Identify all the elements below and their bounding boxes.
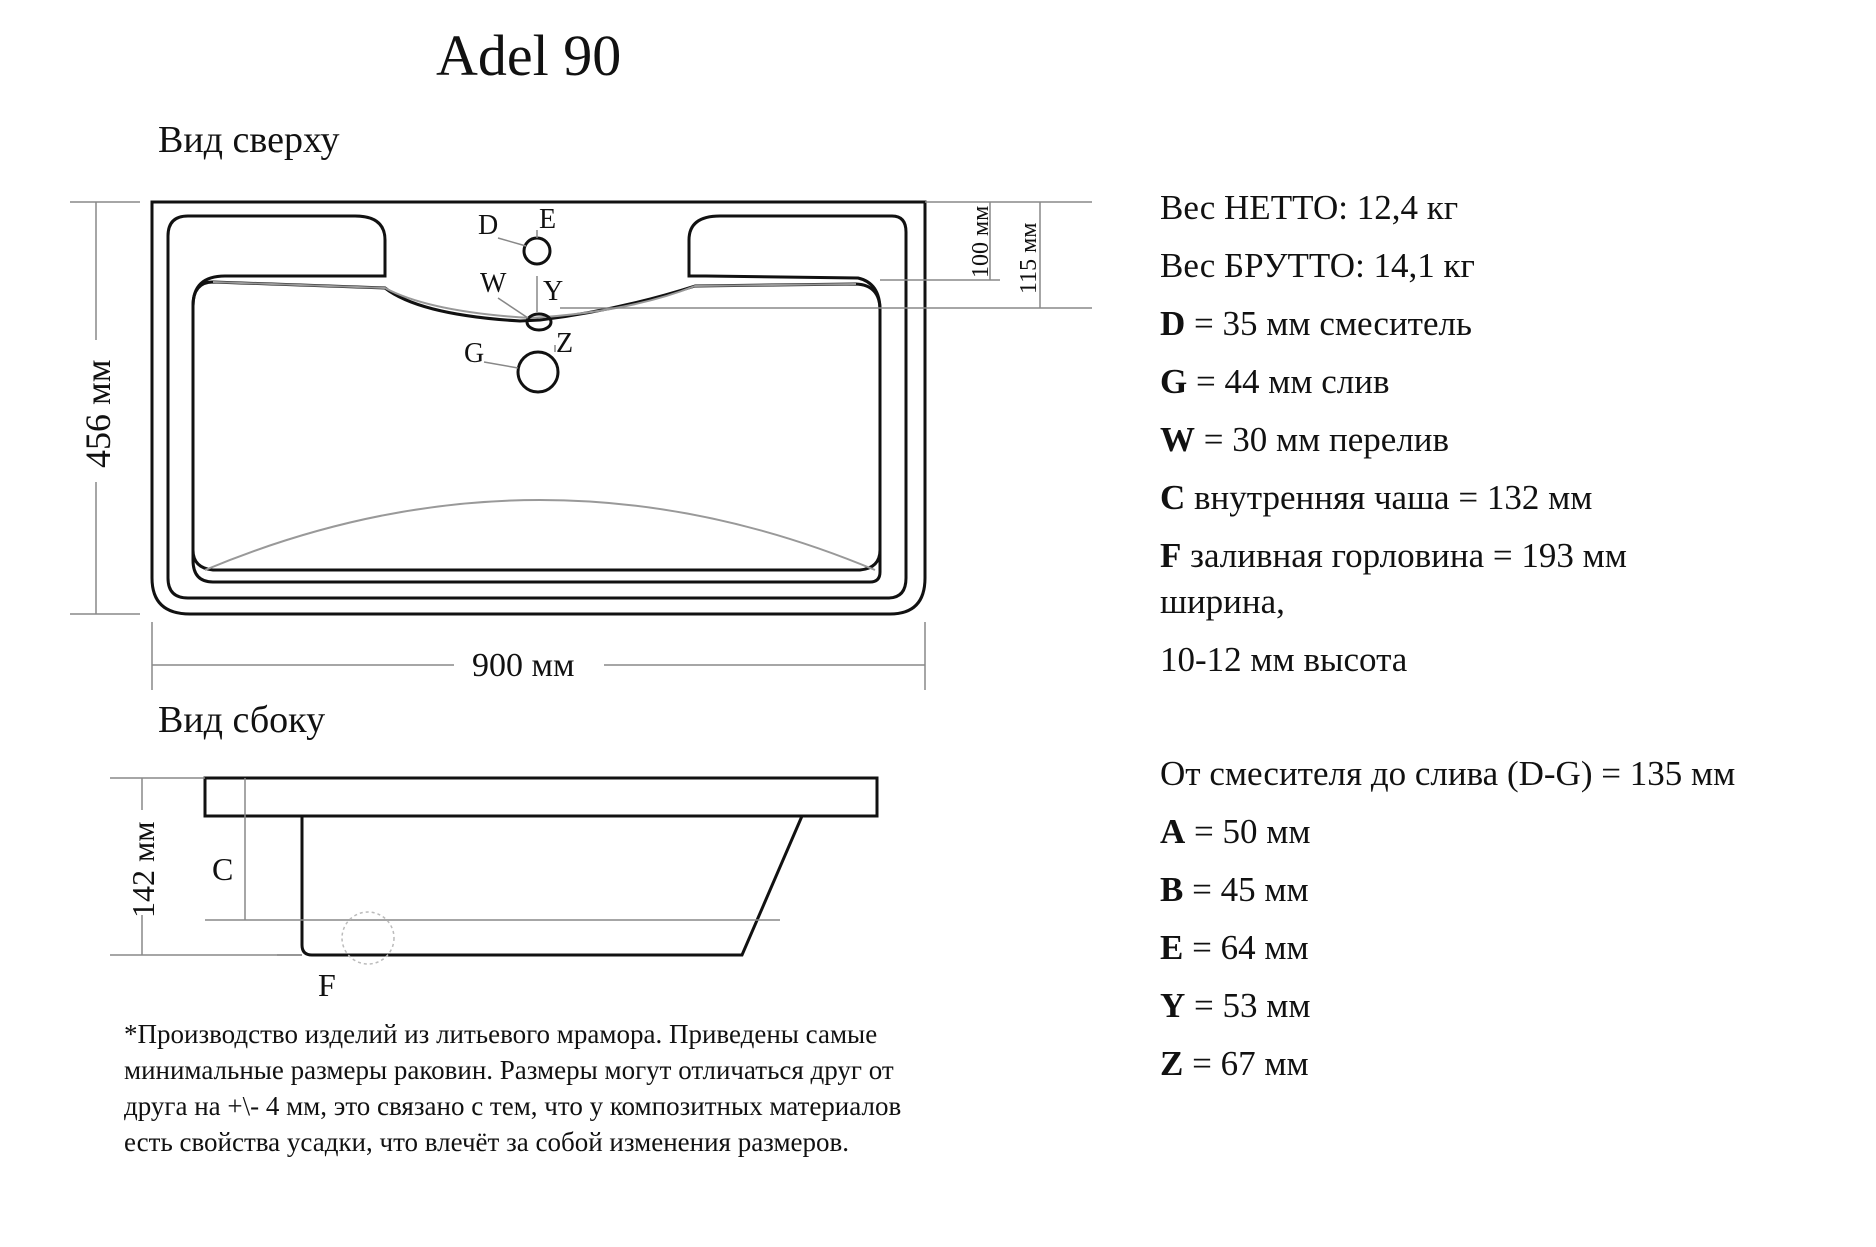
- spec-text: = 50 мм: [1185, 812, 1311, 851]
- spec-text: = 45 мм: [1183, 870, 1309, 909]
- spec-text: Вес НЕТТО: 12,4 кг: [1160, 188, 1459, 227]
- label-C: C: [212, 851, 234, 887]
- top-view-heading: Вид сверху: [158, 119, 340, 161]
- spec-key: F: [1160, 536, 1182, 575]
- side-height-dimension: 142 мм: [125, 821, 161, 918]
- spec-line: [1160, 754, 1735, 794]
- side-view-heading: Вид сбоку: [158, 699, 326, 741]
- side-countertop: [205, 778, 877, 816]
- spec-line: [1160, 812, 1311, 852]
- overflow-hole: [527, 314, 551, 330]
- dim-115: 115 мм: [1016, 222, 1042, 294]
- spec-key: B: [1160, 870, 1184, 909]
- spec-line: [1160, 870, 1309, 910]
- bowl-back-edge: [213, 282, 856, 318]
- drain-hole: [518, 352, 558, 392]
- label-D: D: [478, 210, 499, 241]
- spec-text: От смесителя до слива (D-G) = 135 мм: [1160, 754, 1736, 793]
- bowl-outline: [193, 282, 880, 570]
- spec-line: [1160, 420, 1449, 460]
- spec-text: внутренняя чаша = 132 мм: [1185, 478, 1593, 517]
- spec-key: A: [1160, 812, 1186, 851]
- label-Z: Z: [556, 328, 574, 359]
- footnote: *Производство изделий из литьевого мрамора. Приведены самые минимальные размеры раковин. Размеры могут отличаться друг от друга на +\- 4 мм, это связано с тем, что у композитных материалов есть свойства усадки, что влечёт за собой изменения размеров.: [124, 1019, 902, 1157]
- spec-line: [1160, 246, 1475, 286]
- label-E: E: [539, 204, 557, 235]
- bowl-arc: [205, 500, 875, 570]
- spec-line: [1160, 478, 1592, 518]
- height-dimension: 456 мм: [78, 359, 118, 468]
- spec-text: 10-12 мм высота: [1160, 640, 1408, 679]
- spec-key: Y: [1160, 986, 1186, 1025]
- spec-line: [1160, 188, 1458, 228]
- spec-key: D: [1160, 304, 1186, 343]
- spec-line: [1160, 928, 1309, 968]
- spec-line: [1160, 640, 1407, 680]
- side-bowl: [302, 816, 802, 955]
- spec-line: [1160, 536, 1627, 576]
- mixer-hole: [524, 238, 550, 264]
- label-G: G: [464, 338, 485, 369]
- dim-100: 100 мм: [968, 205, 994, 278]
- width-dimension: 900 мм: [472, 647, 575, 684]
- spec-text: = 35 мм смеситель: [1185, 304, 1472, 343]
- spec-key: C: [1160, 478, 1186, 517]
- spec-key: G: [1160, 362, 1188, 401]
- spec-line: [1160, 304, 1472, 344]
- spec-text: = 53 мм: [1185, 986, 1311, 1025]
- label-F: F: [318, 967, 336, 1003]
- spec-line: [1160, 582, 1285, 622]
- spec-text: = 67 мм: [1183, 1044, 1309, 1083]
- page-title: Adel 90: [436, 23, 622, 88]
- spec-line: [1160, 986, 1311, 1026]
- spec-text: ширина,: [1160, 582, 1285, 621]
- spec-text: = 64 мм: [1183, 928, 1309, 967]
- spec-key: Z: [1160, 1044, 1184, 1083]
- spec-text: Вес БРУТТО: 14,1 кг: [1160, 246, 1475, 285]
- spec-line: [1160, 1044, 1309, 1084]
- label-W: W: [480, 268, 507, 299]
- spec-line: [1160, 362, 1390, 402]
- spec-key: W: [1160, 420, 1195, 459]
- spec-text: = 44 мм слив: [1187, 362, 1390, 401]
- spec-text: = 30 мм перелив: [1195, 420, 1450, 459]
- spec-text: заливная горловина = 193 мм: [1181, 536, 1627, 575]
- spec-key: E: [1160, 928, 1184, 967]
- label-Y: Y: [543, 276, 564, 307]
